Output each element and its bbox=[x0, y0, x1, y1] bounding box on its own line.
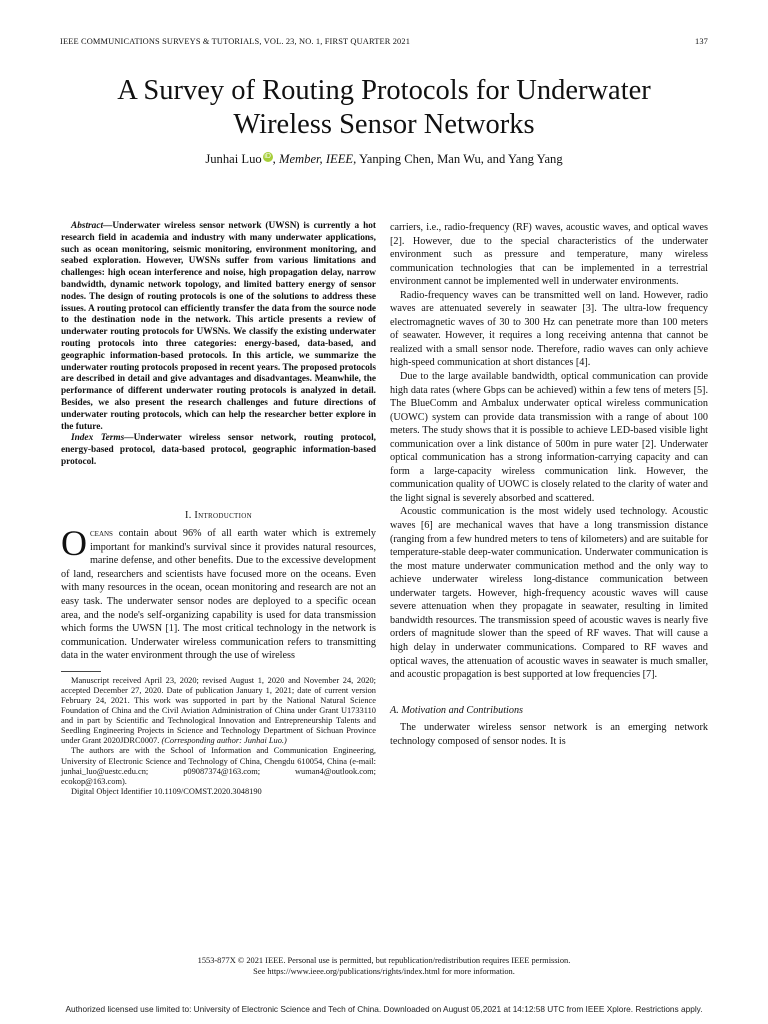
author-line bbox=[40, 152, 728, 167]
page-number: 137 bbox=[694, 37, 708, 46]
first-page-footnote bbox=[61, 671, 376, 797]
author-separator: , bbox=[272, 152, 279, 167]
abstract-label: Abstract— bbox=[71, 221, 113, 231]
index-terms-text: Underwater wireless sensor network, routing protocol, energy-based protocol, data-based protocol, geographic information-based protocol. bbox=[61, 433, 376, 467]
drop-cap-rest: ceans bbox=[90, 528, 113, 540]
orcid-icon[interactable]: iD bbox=[264, 153, 271, 160]
license-download-note: Authorized licensed use limited to: University of Electronic Science and Tech of China. Downloaded on August 05,2021 at 14:12:58 UTC from IEEE Xplore. Restrictions apply. bbox=[65, 1004, 703, 1014]
copyright-line-2: See https://www.ieee.org/publications/rights/index.html for more information. bbox=[253, 966, 515, 976]
author-membership: Member, IEEE bbox=[278, 152, 354, 167]
section-heading-introduction bbox=[61, 509, 376, 523]
footnote-doi: Digital Object Identifier 10.1109/COMST.2020.3048190 bbox=[71, 786, 262, 796]
abstract bbox=[61, 221, 376, 433]
section-numeral: I. bbox=[185, 509, 195, 521]
subsection-heading-motivation: A. Motivation and Contributions bbox=[390, 704, 524, 716]
index-terms-label: Index Terms— bbox=[71, 433, 134, 444]
index-terms bbox=[61, 433, 376, 468]
drop-cap: O bbox=[61, 523, 87, 564]
paper-title bbox=[40, 74, 728, 142]
intro-paragraph-1-continued: carriers, i.e., radio-frequency (RF) waves, acoustic waves, and optical waves [2]. However, due to the special characteristics of the underwater environment such as pressure and temperature, many wireless communication technologies that can be implemented in a terrestrial environment cannot be implemented well in underwater environments. bbox=[390, 222, 708, 288]
running-header bbox=[60, 37, 708, 46]
left-column bbox=[61, 221, 376, 797]
section-name: Introduction bbox=[194, 509, 252, 521]
title-line-2: Wireless Sensor Networks bbox=[233, 109, 535, 140]
other-authors: , Yanping Chen, Man Wu, and Yang Yang bbox=[353, 152, 563, 167]
footnote-affiliation: The authors are with the School of Information and Communication Engineering, University of Electronic Science and Technology of China, Chengdu 610054, China (e-mail: junhai_luo@uestc.edu.cn; p09087374@163.com; wuman4@outlook.com; ecokop@163.com). bbox=[61, 746, 376, 786]
motivation-paragraph: The underwater wireless sensor network is an emerging network technology composed of sensor nodes. It is bbox=[390, 722, 708, 747]
footnote-corresponding: (Corresponding author: Junhai Luo.) bbox=[161, 736, 287, 746]
abstract-text: Underwater wireless sensor network (UWSN) is currently a hot research field in academia and industry with many underwater applications, such as ocean monitoring, seismic monitoring, environment monitoring, and seabed exploration. However, UWSNs suffer from various limitations and challenges: high ocean interference and noise, high propagation delay, narrow bandwidth, dynamic network topology, and limited battery energy of sensor nodes. The design of routing protocols is one of the solutions to address these issues. A routing protocol can efficiently transfer the data from the source node to the destination node in the network. This article presents a review of underwater routing protocols for UWSNs. We classify the existing underwater routing protocols into three categories: energy-based, data-based, and geographic information-based protocols. In this article, we summarize the underwater routing protocols proposed in recent years. The proposed protocols are described in detail and give advantages and disadvantages. Meanwhile, the performance of different underwater routing protocols is analyzed in detail. Besides, we also present the research challenges and future directions of underwater routing protocols, which can help the researcher better explore in the future. bbox=[61, 221, 376, 432]
title-line-1: A Survey of Routing Protocols for Underwater bbox=[117, 75, 651, 106]
first-author: Junhai Luo bbox=[205, 152, 262, 167]
intro-paragraph-4: Acoustic communication is the most widely used technology. Acoustic waves [6] are mechanical waves that have a long transmission distance (ranging from a few hundred meters to tens of kilometers) and are suitable for temperature-stable deep-water communication. Underwater communication is the most mature underwater communication method and the only way to achieve underwater wireless long-distance communication between underwater targets. However, high-frequency acoustic waves will cause severe attenuation when they propagate in seawater, resulting in limited bandwidth resources. The transmission speed of acoustic waves is nearly five orders of magnitude slower than the speed of RF waves. That will cause a high delay in underwater communications. Compared to RF waves and optical waves, the attenuation of acoustic waves in seawater is much smaller, and acoustic propagation is best supported at low frequencies [7]. bbox=[390, 506, 708, 681]
footnote-rule bbox=[61, 671, 101, 672]
journal-info: IEEE COMMUNICATIONS SURVEYS & TUTORIALS, VOL. 23, NO. 1, FIRST QUARTER 2021 bbox=[60, 37, 411, 46]
intro-paragraph-1 bbox=[61, 523, 376, 662]
footnote-received bbox=[61, 676, 376, 747]
intro-paragraph-3: Due to the large available bandwidth, optical communication can provide high data rates (where Gbps can be achieved) within a few tens of meters [5]. The BlueComm and Ambalux underwater optical wireless communication (UOWC) system can provide data transmission with a range of about 100 meters. The study shows that it is possible to achieve LED-based visible light communication over a link distance of 500m in pure water [2]. Underwater optical communication has a strong information-carrying capacity and can form a large-capacity wireless communication link. However, the communication quality of UOWC is closely related to the clarity of water and the light signal is severely absorbed and scattered. bbox=[390, 371, 708, 504]
footnote-received-text: Manuscript received April 23, 2020; revised August 1, 2020 and November 24, 2020; accepted December 27, 2020. Date of publication January 1, 2021; date of current version February 24, 2021. This work was supported in part by the National Natural Science Foundation of China and the Civil Aviation Administration of China under Grant U1733110 and in part by Scientific and Technological Innovation and Entrepreneurship Talents and Seedling Engineering Projects in Science and Technology Department of Sichuan Province under Grant 2020JDRC0007. bbox=[61, 675, 376, 746]
copyright-notice bbox=[0, 956, 768, 977]
copyright-line-1: 1553-877X © 2021 IEEE. Personal use is permitted, but republication/redistribution requires IEEE permission. bbox=[197, 956, 571, 965]
intro-paragraph-1-text: contain about 96% of all earth water which is extremely important for mankind's survival since it provides natural resources, marine defense, and other benefits. Due to the excessive development of land, researchers and scientists have focused more on the oceans. Even with many resources in the ocean, ocean monitoring and research are not an easy task. The underwater sensor nodes are deployed to a specific ocean area, and the node's self-organizing capability is used for data transmission which forms the UWSN [1]. The most critical technology in the network is communication. Underwater wireless communication refers to transmitting data in the water environment through the use of wireless bbox=[61, 528, 376, 662]
intro-paragraph-2: Radio-frequency waves can be transmitted well on land. However, radio waves are attenuated severely in seawater [3]. The ultra-low frequency electromagnetic waves of 30 to 300 Hz can penetrate more than 100 meters of seawater. However, it requires a long receiving antenna that cannot be realized with a small sensor node. Therefore, radio waves can only achieve high-speed communication at short distances [4]. bbox=[390, 289, 708, 369]
right-column bbox=[390, 221, 708, 748]
